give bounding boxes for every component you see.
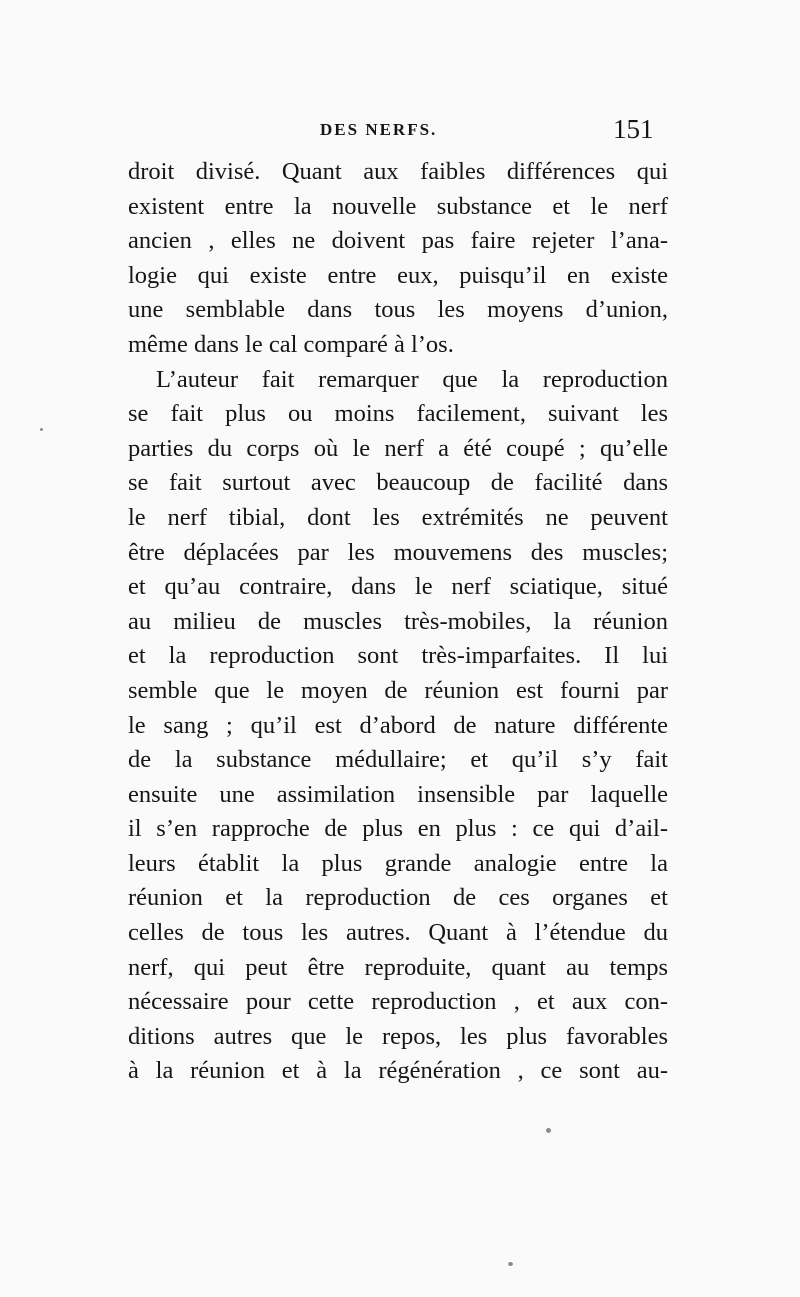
text-line: à la réunion et à la régénération , ce sont au-	[128, 1057, 668, 1085]
text-line: semble que le moyen de réunion est fourni par	[128, 676, 668, 704]
text-line: nerf, qui peut être reproduite, quant au temps	[128, 953, 668, 981]
paragraph-first-line: L’auteur fait remarquer que la reproduction	[156, 365, 668, 393]
text-line: nécessaire pour cette reproduction , et aux con-	[128, 988, 668, 1016]
running-title: DES NERFS.	[320, 120, 438, 139]
text-line: au milieu de muscles très-mobiles, la réunion	[128, 607, 668, 635]
text-line: droit divisé. Quant aux faibles différences qui	[128, 158, 668, 185]
paper-speck	[546, 1128, 551, 1133]
text-line: existent entre la nouvelle substance et le nerf	[128, 192, 668, 220]
running-head	[0, 116, 800, 146]
text-line: même dans le cal comparé à l’os.	[128, 330, 454, 358]
text-line: le nerf tibial, dont les extrémités ne peuvent	[128, 503, 668, 531]
text-line: réunion et la reproduction de ces organes et	[128, 884, 668, 912]
text-line: parties du corps où le nerf a été coupé ; qu’elle	[128, 434, 668, 462]
page-number: 151	[613, 114, 654, 144]
text-line: une semblable dans tous les moyens d’union,	[128, 296, 668, 324]
text-line: être déplacées par les mouvemens des muscles;	[128, 538, 668, 566]
text-line: et la reproduction sont très-imparfaites. Il lui	[128, 642, 668, 670]
paper-speck	[508, 1262, 513, 1266]
text-line: ensuite une assimilation insensible par laquelle	[128, 780, 668, 808]
text-line: celles de tous les autres. Quant à l’étendue du	[128, 919, 668, 947]
body-text	[128, 155, 668, 1089]
text-line: ancien , elles ne doivent pas faire rejeter l’ana-	[128, 227, 668, 255]
paper-speck	[40, 428, 43, 431]
text-line: le sang ; qu’il est d’abord de nature différente	[128, 711, 668, 739]
text-line: il s’en rapproche de plus en plus : ce qui d’ail-	[128, 815, 668, 843]
text-line: logie qui existe entre eux, puisqu’il en existe	[128, 261, 668, 289]
text-line: et qu’au contraire, dans le nerf sciatique, situé	[128, 573, 668, 601]
text-line: leurs établit la plus grande analogie entre la	[128, 849, 668, 877]
text-line: se fait surtout avec beaucoup de facilité dans	[128, 469, 668, 497]
text-line: se fait plus ou moins facilement, suivant les	[128, 400, 668, 428]
text-line: de la substance médullaire; et qu’il s’y fait	[128, 746, 668, 774]
text-line: ditions autres que le repos, les plus favorables	[128, 1022, 668, 1050]
